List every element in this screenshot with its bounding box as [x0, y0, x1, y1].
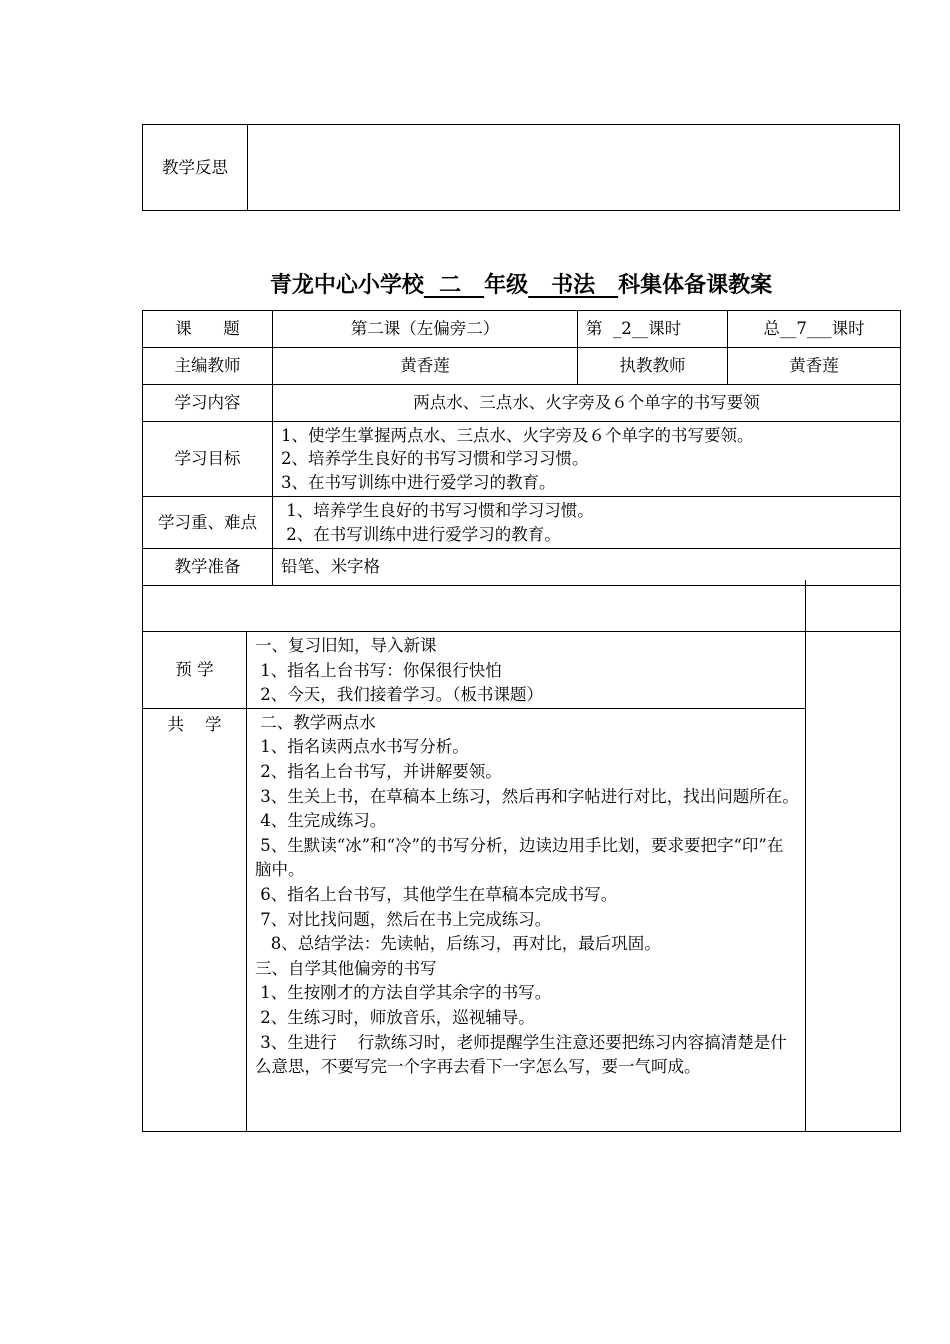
content-value: 两点水、三点水、火字旁及６个单字的书写要领 [273, 385, 901, 422]
key-list [273, 497, 901, 549]
page-title [142, 270, 900, 302]
shared-line: 1、指名读两点水书写分析。 [255, 737, 469, 757]
reflection-label: 教学反思 [143, 125, 248, 211]
preview-content [247, 632, 806, 709]
shared-line: 2、生练习时，师放音乐，巡视辅导。 [255, 1007, 535, 1027]
shared-line: 3、生关上书，在草稿本上练习，然后再和字帖进行对比，找出问题所在。 [255, 786, 799, 806]
shared-label: 共 学 [143, 708, 247, 1131]
shared-line: 3、生进行 行款练习时，老师提醒学生注意还要把练习内容搞清楚是什么意思，不要写完一个字再去看下一字怎么写，要一气呵成。 [255, 1032, 787, 1077]
goals-list [273, 422, 901, 497]
shared-line: 二、教学两点水 [255, 712, 376, 732]
preview-line: 1、指名上台书写：你保很行快怕 [255, 660, 502, 680]
editor-value: 黄香莲 [273, 348, 578, 385]
reflection-table [142, 124, 900, 211]
key-item: 2、在书写训练中进行爱学习的教育。 [281, 524, 561, 544]
shared-content [247, 708, 806, 1131]
key-label: 学习重、难点 [143, 497, 273, 549]
preview-line: 2、今天，我们接着学习。（板书课题） [255, 685, 543, 705]
shared-line: 5、生默读“冰”和“冷”的书写分析，边读边用手比划，要求要把字“印”在脑中。 [255, 835, 784, 880]
period-text: 第 _2__课时 [578, 311, 728, 348]
shared-line: 8、总结学法：先读帖，后练习，再对比，最后巩固。 [255, 934, 661, 954]
title-grade: 二 [423, 273, 485, 298]
prep-label: 教学准备 [143, 549, 273, 586]
reflection-content [248, 125, 900, 211]
shared-line: 1、生按刚才的方法自学其余字的书写。 [255, 983, 552, 1003]
lesson-label: 课 题 [143, 311, 273, 348]
process-header-cell [143, 580, 806, 632]
goal-item: 3、在书写训练中进行爱学习的教育。 [281, 472, 556, 492]
preview-line: 一、复习旧知，导入新课 [255, 636, 437, 655]
goal-item: 1、使学生掌握两点水、三点水、火字旁及６个单字的书写要领。 [281, 425, 754, 445]
lesson-value: 第二课（左偏旁二） [273, 311, 578, 348]
title-suffix: 科集体备课教案 [618, 273, 773, 298]
editor-label: 主编教师 [143, 348, 273, 385]
shared-line: 6、指名上台书写，其他学生在草稿本完成书写。 [255, 884, 618, 904]
teacher-label: 执教教师 [578, 348, 728, 385]
process-side-column [806, 632, 901, 1132]
goals-label: 学习目标 [143, 422, 273, 497]
shared-line: 7、对比找问题，然后在书上完成练习。 [255, 909, 552, 929]
prep-value: 铅笔、米字格 [273, 549, 901, 586]
shared-line: 4、生完成练习。 [255, 811, 387, 831]
goal-item: 2、培养学生良好的书写习惯和学习习惯。 [281, 449, 589, 469]
lesson-info-table [142, 310, 901, 586]
lesson-process-table [142, 580, 901, 1132]
title-subject: 书法 [528, 273, 619, 298]
title-grade-suffix: 年级 [484, 273, 529, 298]
key-item: 1、培养学生良好的书写习惯和学习习惯。 [281, 501, 594, 520]
shared-line: 三、自学其他偏旁的书写 [255, 958, 437, 978]
title-prefix: 青龙中心小学校 [269, 273, 424, 298]
content-label: 学习内容 [143, 385, 273, 422]
shared-line: 2、指名上台书写，并讲解要领。 [255, 761, 502, 781]
process-header-side [806, 580, 901, 632]
teacher-value: 黄香莲 [728, 348, 901, 385]
preview-label: 预 学 [143, 632, 247, 709]
total-text: 总__7___课时 [728, 311, 901, 348]
